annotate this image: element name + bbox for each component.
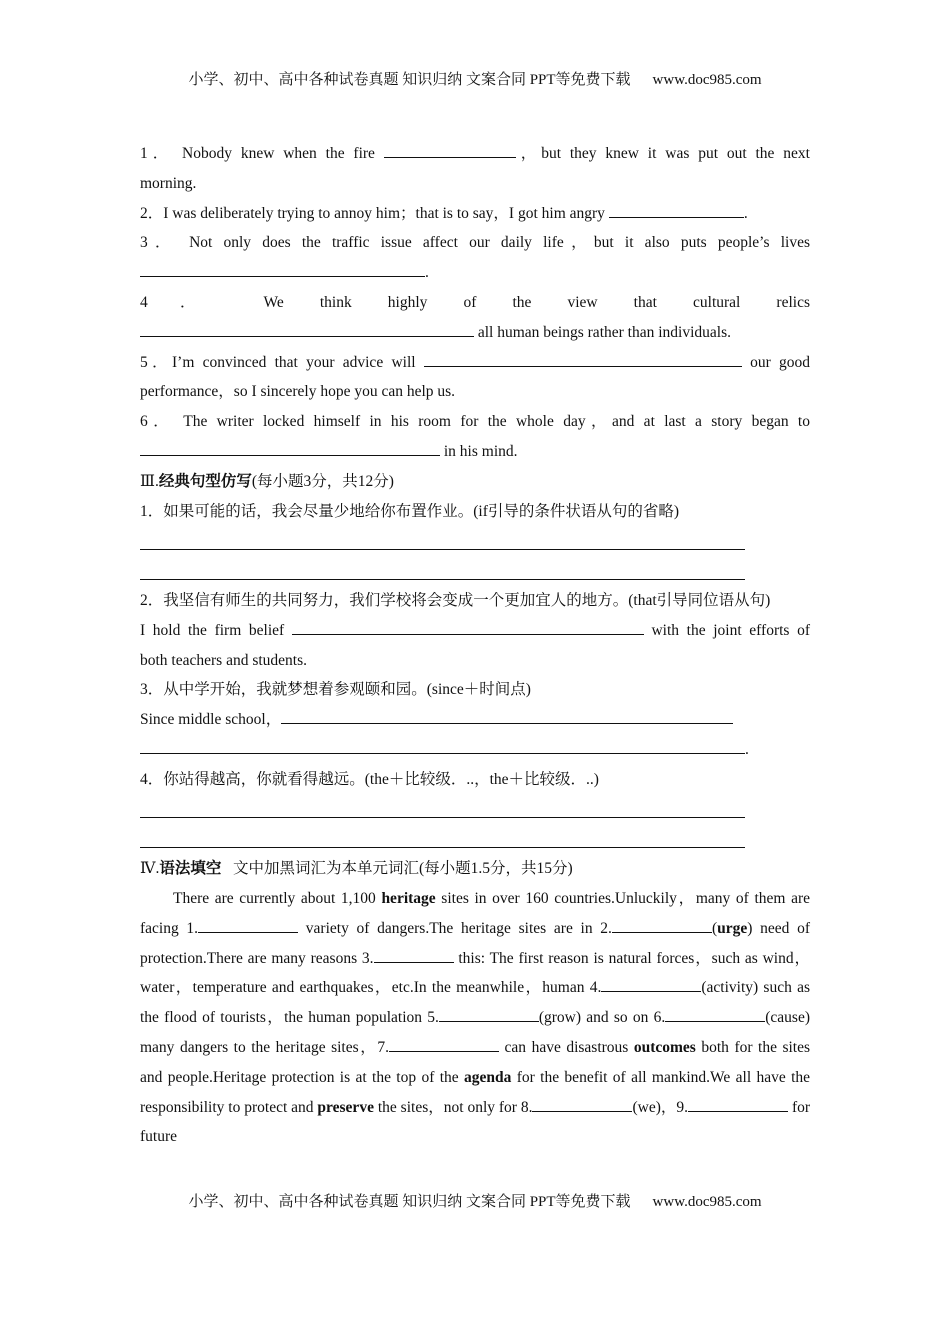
blank-5[interactable] [439,1003,539,1022]
q3-3-line1: Since middle school， [140,705,810,735]
q2-6-line2: in his mind. [140,437,810,467]
blank-8[interactable] [532,1093,632,1112]
blank-9[interactable] [688,1093,788,1112]
q2-6-line1: 6． The writer locked himself in his room for the whole day，and at last a story began to [140,413,810,431]
q2-4-line2: all human beings rather than individuals. [140,318,810,348]
answer-line[interactable] [140,556,810,586]
q2-5-line1: 5．I’m convinced that your advice will our good [140,348,810,378]
q3-1: 1．如果可能的话，我会尽量少地给你布置作业。(if引导的条件状语从句的省略) [140,502,680,520]
blank[interactable] [424,348,742,367]
blank[interactable] [292,616,644,635]
blank[interactable] [384,139,516,158]
q3-2: 2．我坚信有师生的共同努力，我们学校将会变成一个更加宜人的地方。(that引导同位语从句) [140,591,771,609]
q3-3: 3．从中学开始，我就梦想着参观颐和园。(since＋时间点) [140,681,531,699]
q2-1-line2: morning. [140,174,197,192]
blank-7[interactable] [389,1033,499,1052]
page-footer [0,1190,950,1211]
blank[interactable] [281,705,733,724]
q3-4: 4．你站得越高，你就看得越远。(the＋比较级．..，the＋比较级．..) [140,770,599,788]
answer-line[interactable] [140,795,810,825]
q2-4-line1: 4． We think highly of the view that cultural relics [140,293,810,311]
answer-line[interactable] [140,526,810,556]
q3-3-line2: . [140,735,810,765]
blank[interactable] [140,318,474,337]
blank-1[interactable] [198,914,298,933]
q2-3-line2: . [140,258,810,288]
header-website: www.doc985.com [652,72,762,88]
blank[interactable] [140,437,440,456]
footer-left-text: 小学、初中、高中各种试卷真题 知识归纳 文案合同 PPT等免费下载 [188,1194,631,1210]
q2-1-line1: 1． Nobody knew when the fire ，but they knew it was put out the next [140,139,810,169]
blank-6[interactable] [665,1003,765,1022]
blank[interactable] [140,735,745,754]
blank-2[interactable] [612,914,712,933]
q2-3-line1: 3． Not only does the traffic issue affect our daily life，but it also puts people’s lives [140,234,810,252]
blank-4[interactable] [601,973,701,992]
grammar-passage: There are currently about 1,100 heritage sites in over 160 countries.Unluckily，many of them are facing 1. variety of dangers.The heritage sites are in 2. (urge) need of protection.There are many reasons 3. this: The first reason is natural forces，such as wind，water，temperature and earthquakes，etc.In the meanwhile，human 4. (activity) such as the flood of tourists，the human population 5. (grow) and so on 6. (cause) many dangers to the heritage sites，7. can have disastrous outcomes both for the sites and people.Heritage protection is at the top of the agenda for the benefit of all mankind.We all have the responsibility to protect and preserve the sites，not only for 8. (we)，9. for future [140,889,811,1146]
footer-website: www.doc985.com [652,1194,762,1210]
page-header [0,68,950,89]
section-3-title: Ⅲ.经典句型仿写(每小题3分，共12分) [140,472,394,490]
blank[interactable] [609,199,744,218]
page-content [140,139,810,1152]
q2-2: 2．I was deliberately trying to annoy him；that is to say，I got him angry . [140,199,810,229]
q3-2-line2: both teachers and students. [140,651,308,669]
blank-3[interactable] [374,944,454,963]
header-left-text: 小学、初中、高中各种试卷真题 知识归纳 文案合同 PPT等免费下载 [188,72,631,88]
blank[interactable] [140,258,425,277]
q3-2-line1: I hold the firm belief with the joint efforts of [140,616,810,646]
answer-line[interactable] [140,824,810,854]
section-4-title: Ⅳ.语法填空 文中加黑词汇为本单元词汇(每小题1.5分，共15分) [140,860,573,878]
q2-5-line2: performance，so I sincerely hope you can help us. [140,383,456,401]
